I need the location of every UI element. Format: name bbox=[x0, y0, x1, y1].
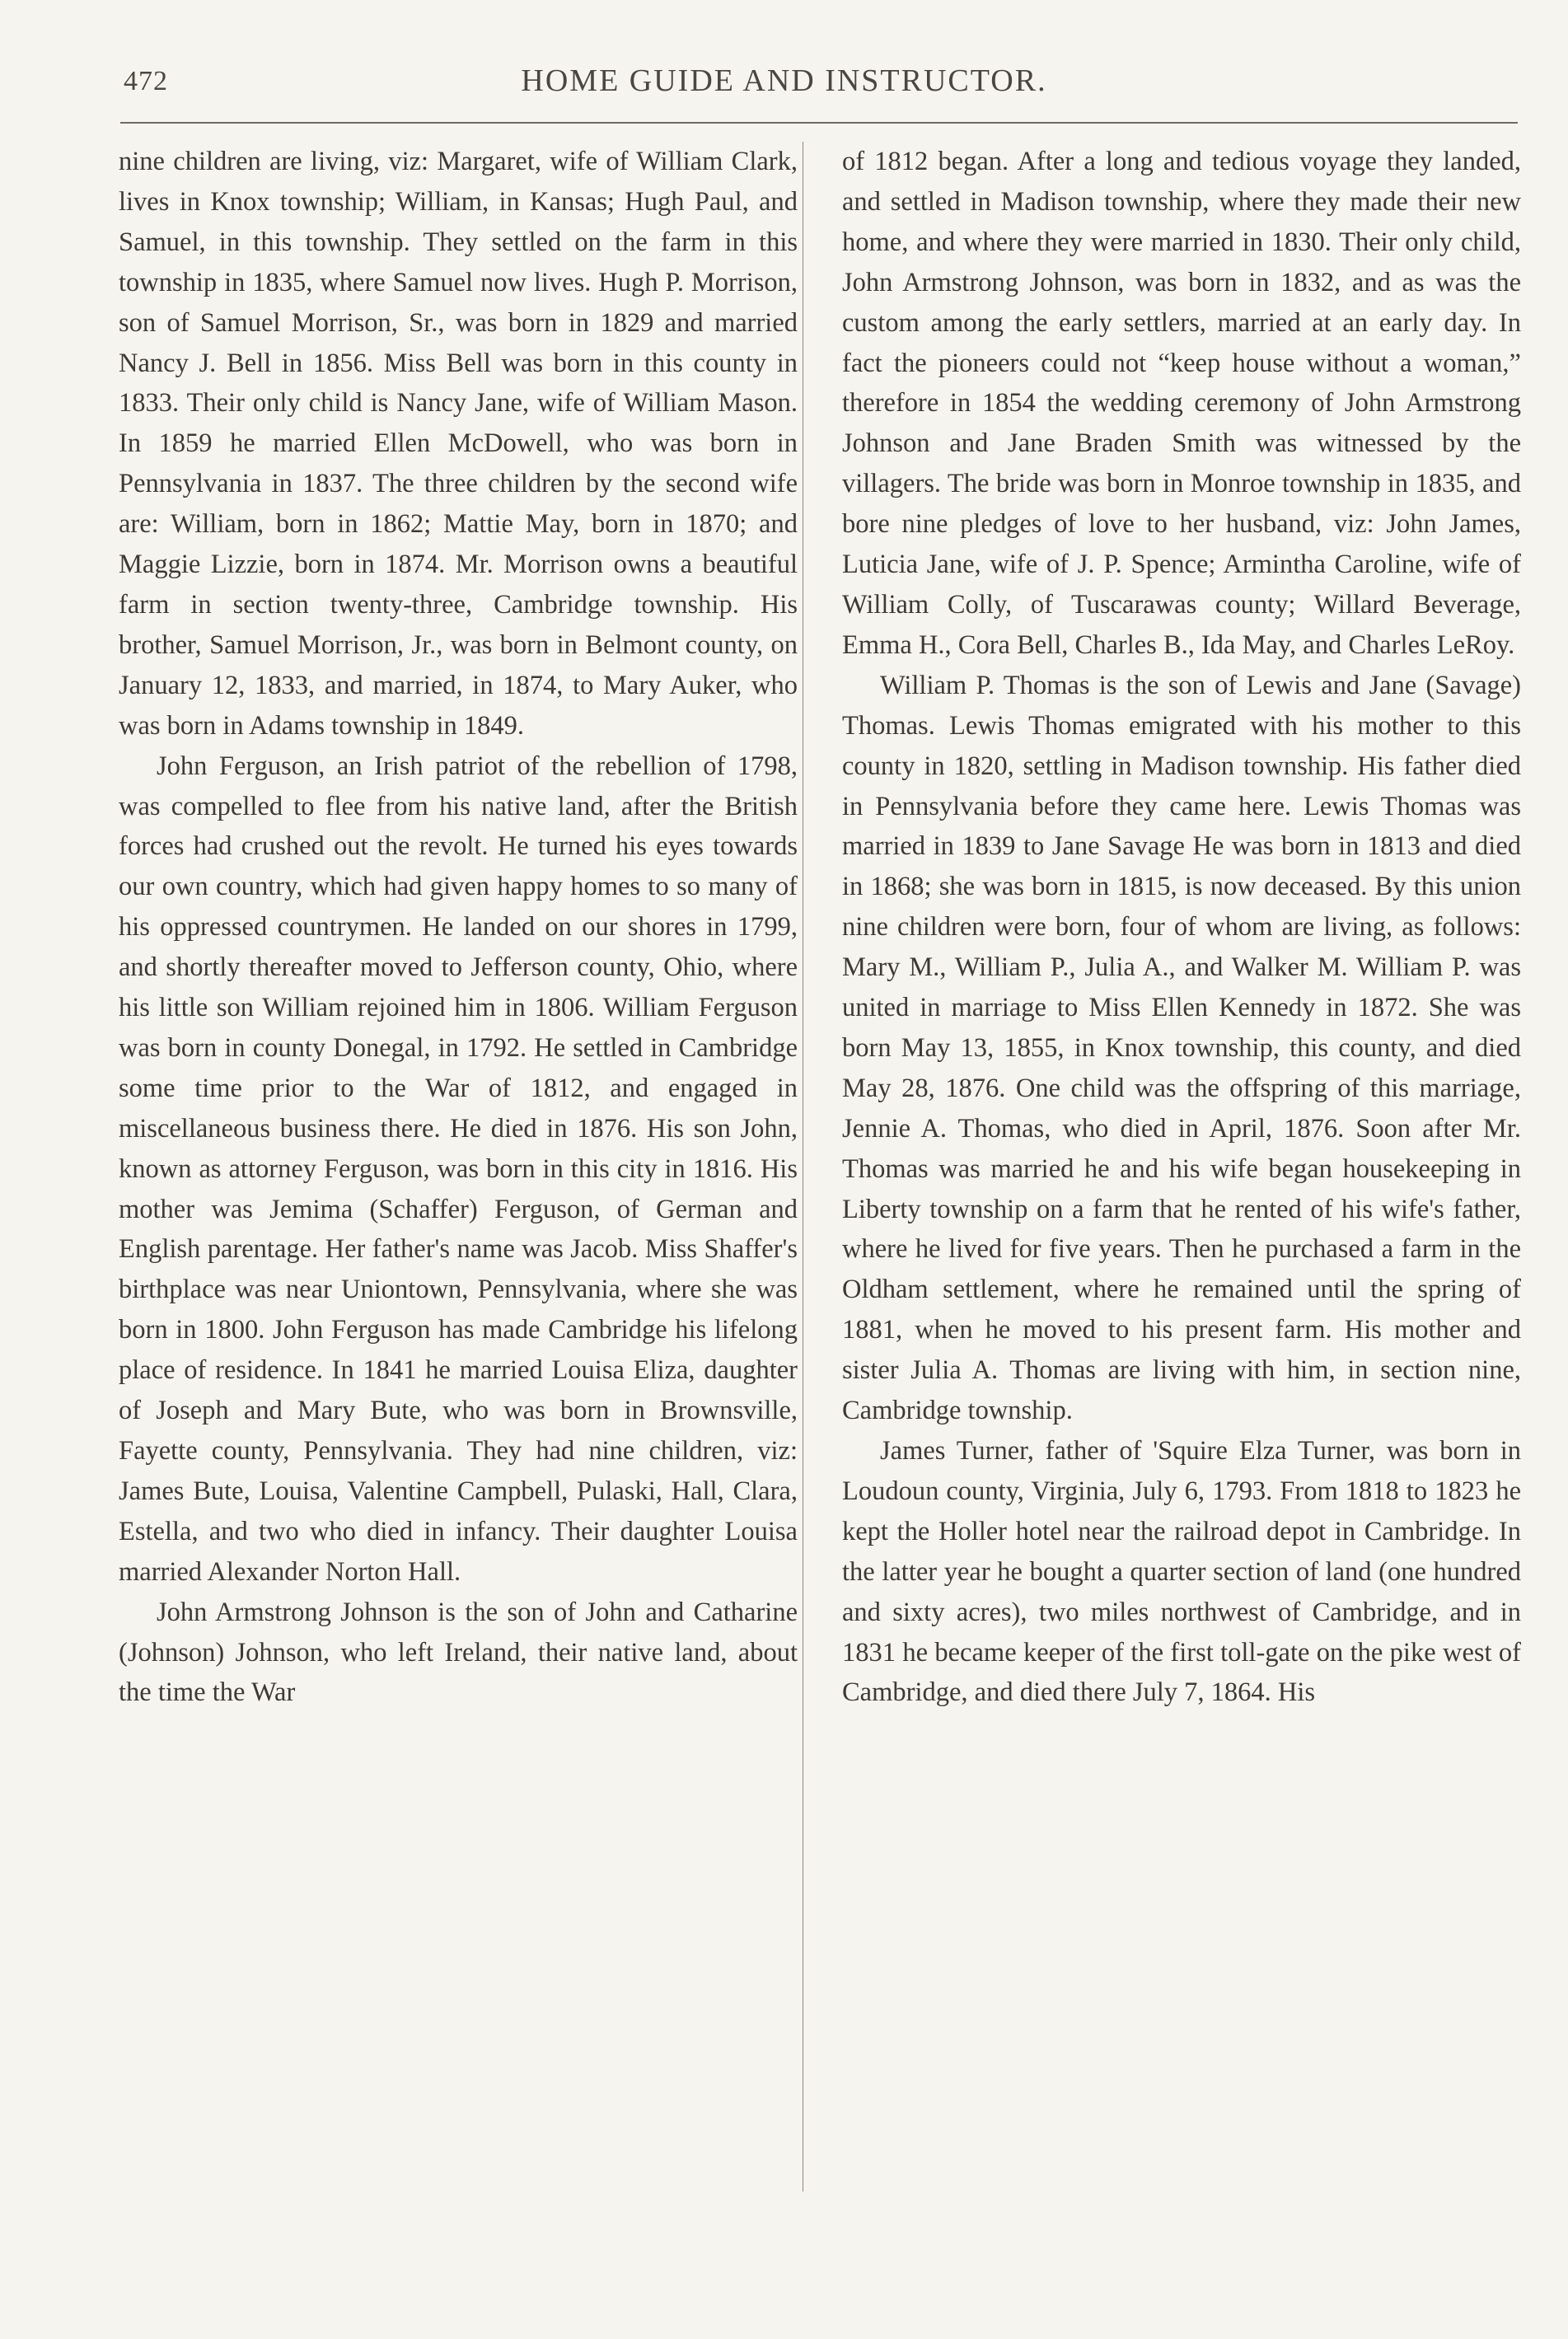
paragraph-thomas: William P. Thomas is the son of Lewis and Jane (Savage) Thomas. Lewis Thomas emigrated with his mother to this county in 1820, settling in Madison township. His father died in Pennsylvania before they came here. Lewis Thomas was married in 1839 to Jane Savage He was born in 1813 and died in 1868; she was born in 1815, is now deceased. By this union nine children were born, four of whom are living, as follows: Mary M., William P., Julia A., and Walker M. William P. was united in marriage to Miss Ellen Kennedy in 1872. She was born May 13, 1855, in Knox township, this county, and died May 28, 1876. One child was the offspring of this marriage, Jennie A. Thomas, who died in April, 1876. Soon after Mr. Thomas was married he and his wife began housekeeping in Liberty township on a farm that he rented of his wife's father, where he lived for five years. Then he purchased a farm in the Oldham settlement, where he remained until the spring of 1881, when he moved to his present farm. His mother and sister Julia A. Thomas are living with him, in section nine, Cambridge township. bbox=[842, 670, 1521, 1426]
paragraph-ferguson: John Ferguson, an Irish patriot of the rebellion of 1798, was compelled to flee from his native land, after the British forces had crushed out the revolt. He turned his eyes towards our own country, which had given happy homes to so many of his oppressed countrymen. He landed on our shores in 1799, and shortly thereafter moved to Jefferson county, Ohio, where his little son William rejoined him in 1806. William Ferguson was born in county Donegal, in 1792. He settled in Cambridge some time prior to the War of 1812, and engaged in miscellaneous business there. He died in 1876. His son John, known as attorney Ferguson, was born in this city in 1816. His mother was Jemima (Schaffer) Ferguson, of German and English parentage. Her father's name was Jacob. Miss Shaffer's birthplace was near Uniontown, Pennsylvania, where she was born in 1800. John Ferguson has made Cambridge his lifelong place of residence. In 1841 he married Louisa Eliza, daughter of Joseph and Mary Bute, who was born in Brownsville, Fayette county, Pennsylvania. They had nine children, viz: James Bute, Louisa, Valentine Campbell, Pulaski, Hall, Clara, Estella, and two who died in infancy. Their daughter Louisa married Alexander Norton Hall. bbox=[119, 751, 798, 1587]
page-number: 472 bbox=[124, 66, 168, 96]
running-head-title: HOME GUIDE AND INSTRUCTOR. bbox=[521, 63, 1047, 98]
right-column bbox=[842, 142, 1521, 1713]
paragraph-johnson: John Armstrong Johnson is the son of John and Catharine (Johnson) Johnson, who left Ireland, their native land, about the time the War bbox=[119, 1597, 798, 1708]
left-column bbox=[119, 142, 798, 1713]
paragraph-morrison-continued: nine children are living, viz: Margaret, wife of William Clark, lives in Knox township; William, in Kansas; Hugh Paul, and Samuel, in this township. They settled on the farm in this township in 1835, where Samuel now lives. Hugh P. Morrison, son of Samuel Morrison, Sr., was born in 1829 and married Nancy J. Bell in 1856. Miss Bell was born in this county in 1833. Their only child is Nancy Jane, wife of William Mason. In 1859 he married Ellen McDowell, who was born in Pennsylvania in 1837. The three children by the second wife are: William, born in 1862; Mattie May, born in 1870; and Maggie Lizzie, born in 1874. Mr. Morrison owns a beautiful farm in section twenty-three, Cambridge township. His brother, Samuel Morrison, Jr., was born in Belmont county, on January 12, 1833, and married, in 1874, to Mary Auker, who was born in Adams township in 1849. bbox=[119, 147, 798, 741]
paragraph-johnson-continued: of 1812 began. After a long and tedious voyage they landed, and settled in Madison township, where they made their new home, and where they were married in 1830. Their only child, John Armstrong Johnson, was born in 1832, and as was the custom among the early settlers, married at an early day. In fact the pioneers could not “keep house without a woman,” therefore in 1854 the wedding ceremony of John Armstrong Johnson and Jane Braden Smith was witnessed by the villagers. The bride was born in Monroe township in 1835, and bore nine pledges of love to her husband, viz: John James, Luticia Jane, wife of J. P. Spence; Armintha Caroline, wife of William Colly, of Tuscarawas county; Willard Beverage, Emma H., Cora Bell, Charles B., Ida May, and Charles LeRoy. bbox=[842, 147, 1521, 660]
paragraph-turner: James Turner, father of 'Squire Elza Turner, was born in Loudoun county, Virginia, July 6, 1793. From 1818 to 1823 he kept the Holler hotel near the railroad depot in Cambridge. In the latter year he bought a quarter section of land (one hundred and sixty acres), two miles northwest of Cambridge, and in 1831 he became keeper of the first toll-gate on the pike west of Cambridge, and died there July 7, 1864. His bbox=[842, 1436, 1521, 1708]
header-rule bbox=[120, 122, 1518, 124]
